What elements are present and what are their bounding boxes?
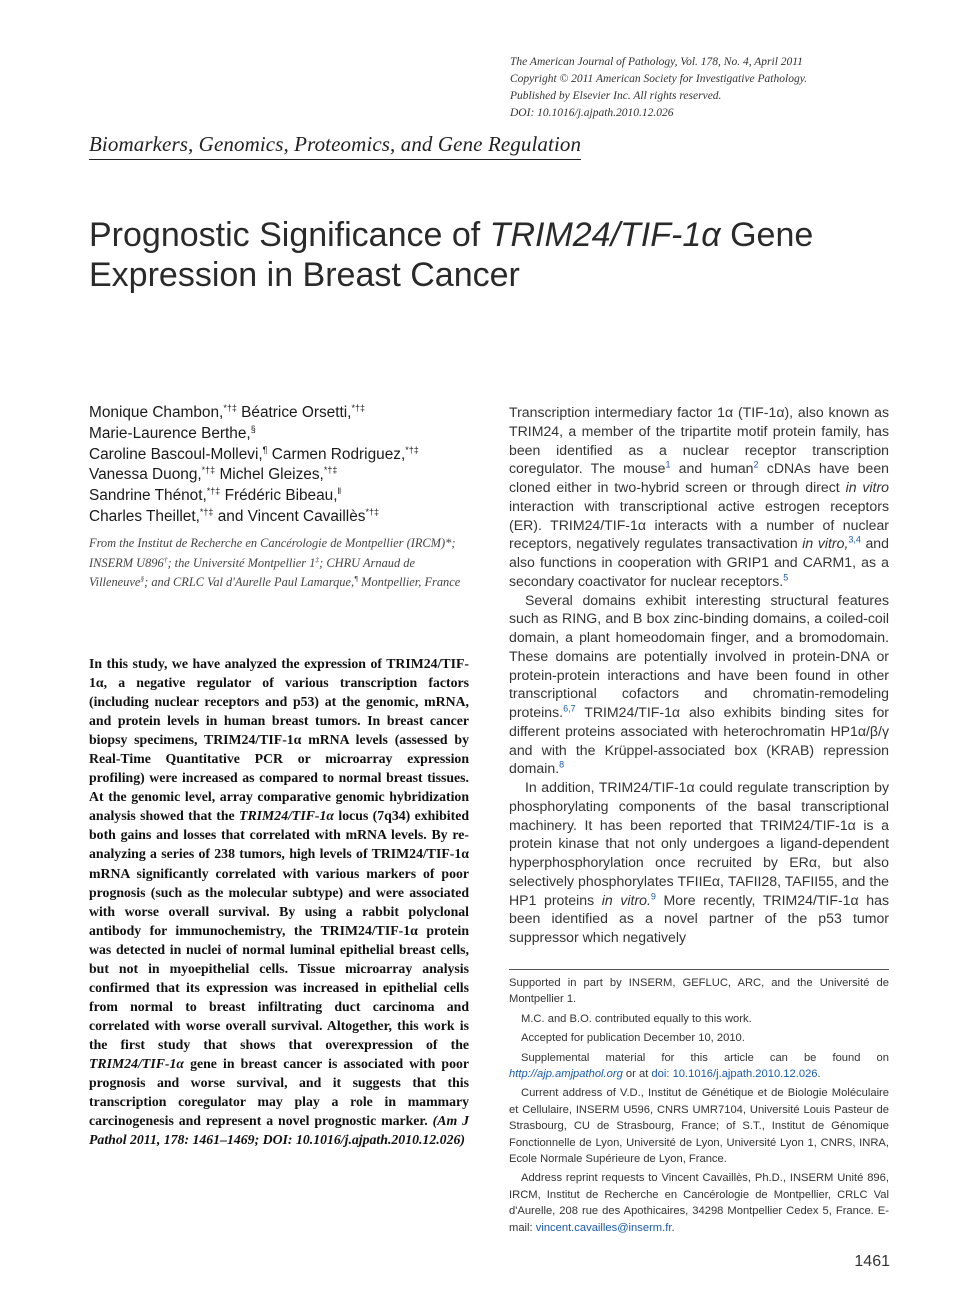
paragraph: In addition, TRIM24/TIF-1α could regulate transcription by phosphorylating components of the basal transcriptional machinery. It has been reported that TRIM24/TIF-1α is a protein kinase that not only undergoes a ligand-dependent hyperphosphorylation once recruited by ERα, but also selectively phosphorylates TFIIEα, TAFII28, TAFII55, and the HP1 proteins in vitro.$^9$ More recently, TRIM24/TIF-1α has been identified as a novel partner of the p53 tumor suppressor which negatively [509,779,889,945]
body-text [509,403,889,947]
title-part-2: Gene Expression in Breast Cancer [89,216,814,294]
author: Vanessa Duong,*†‡ [89,465,216,484]
author: Sandrine Thénot,*†‡ [89,486,221,505]
author: Charles Theillet,*†‡ [89,506,214,525]
acceptance-note: Accepted for publication December 10, 2010. [521,1032,745,1045]
reference-link[interactable]: 8 [559,759,565,770]
funding-note: Supported in part by INSERM, GEFLUC, ARC, and the Université de Montpellier 1. [509,977,889,1006]
supplemental-note: Supplemental material for this article can be found on http://ajp.amjpathol.org or at doi: 10.1016/j.ajpath.2010.12.026. [509,1051,889,1081]
title-part-1: Prognostic Significance of [89,216,490,254]
reference-link[interactable]: 1 [665,459,671,470]
title-gene-name: TRIM24/TIF-1α [489,216,721,254]
reference-link[interactable]: 9 [650,890,656,901]
abstract-citation: (Am J Pathol 2011, 178: 1461–1469; DOI: 10.1016/j.ajpath.2010.12.026) [89,1113,469,1148]
reference-link[interactable]: 2 [753,459,759,470]
author: and Vincent Cavaillès*†‡ [217,506,379,525]
author: Carmen Rodriguez,*†‡ [271,444,419,463]
reference-link[interactable]: 6,7 [563,703,576,714]
journal-volume-line: The American Journal of Pathology, Vol. 178, No. 4, April 2011 [510,56,803,68]
reference-link[interactable]: 5 [783,572,789,583]
footnote-divider [509,969,889,970]
current-address-note: Current address of V.D., Institut de Génétique et de Biologie Moléculaire et Cellulaire, INSERM U596, CNRS UMR7104, Université Louis Pasteur de Strasbourg, CU de Strasbourg, France; of S.T., Institut de Génomique Fonctionnelle de Lyon, Université de Lyon, Université Lyon 1, CNRS, INRA, Ecole Normale Supérieure de Lyon, France. [509,1087,889,1166]
reprint-address-note: Address reprint requests to Vincent Cavaillès, Ph.D., INSERM Unité 896, IRCM, Institut de Recherche en Cancérologie de Montpellier, CRLC Val d'Aurelle, 208 rue des Apothicaires, 34298 Montpellier Cedex 5, France. E-mail: vincent.cavailles@inserm.fr. [509,1172,889,1234]
doi-link[interactable]: doi: 10.1016/j.ajpath.2010.12.026 [651,1068,818,1081]
reference-link[interactable]: 3,4 [848,534,861,545]
contribution-note: M.C. and B.O. contributed equally to this work. [521,1012,752,1025]
author: Marie-Laurence Berthe,§ [89,423,256,442]
publisher-line: Published by Elsevier Inc. All rights reserved. [510,90,722,102]
author: Michel Gleizes,*†‡ [219,465,338,484]
journal-url-link[interactable]: http://ajp.amjpathol.org [509,1068,623,1081]
page-number: 1461 [854,1253,890,1270]
author: Monique Chambon,*†‡ [89,402,237,421]
author: Béatrice Orsetti,*†‡ [241,402,365,421]
article-title [89,215,909,295]
doi-line: DOI: 10.1016/j.ajpath.2010.12.026 [510,107,674,119]
email-link[interactable]: vincent.cavailles@inserm.fr [535,1221,672,1234]
author-list [89,403,479,528]
author: Caroline Bascoul-Mollevi,¶ [89,444,268,463]
journal-citation-block [510,54,910,122]
abstract: In this study, we have analyzed the expression of TRIM24/TIF-1α, a negative regulator of various transcription factors (including nuclear receptors and p53) at the genomic, mRNA, and protein levels in human breast tumors. In breast cancer biopsy specimens, TRIM24/TIF-1α mRNA levels (assessed by Real-Time Quantitative PCR or microarray expression profiling) were increased as compared to normal breast tissues. At the genomic level, array comparative genomic hybridization analysis showed that the TRIM24/TIF-1α locus (7q34) exhibited both gains and losses that correlated with mRNA levels. By re-analyzing a series of 238 tumors, high levels of TRIM24/TIF-1α mRNA significantly correlated with various markers of poor prognosis (such as the molecular subtype) and were associated with worse overall survival. By using a rabbit polyclonal antibody for immunochemistry, the TRIM24/TIF-1α protein was detected in nuclei of normal luminal epithelial breast cells, but not in myoepithelial cells. Tissue microarray analysis confirmed that its expression was increased in epithelial cells from normal to breast infiltrating duct carcinoma and correlated with worse overall survival. Altogether, this work is the first study that shows that overexpression of the TRIM24/TIF-1α gene in breast cancer is associated with poor prognosis and worse survival, and it suggests that this transcription coregulator may play a role in mammary carcinogenesis and represent a novel prognostic marker. (Am J Pathol 2011, 178: 1461–1469; DOI: 10.1016/j.ajpath.2010.12.026) [89,656,469,1148]
paragraph: Transcription intermediary factor 1α (TIF-1α), also known as TRIM24, a member of the tripartite motif protein family, has been identified as a nuclear receptor transcription coregulator. The mouse$^1$ and human$^2$ cDNAs have been cloned either in two-hybrid screen or through direct in vitro interaction with transcriptional active estrogen receptors (ER). TRIM24/TIF-1α interacts with a number of nuclear receptors, negatively regulates transactivation in vitro,$^{3,4}$ and also functions in cooperation with GRIP1 and CARM1, as a secondary coactivator for nuclear receptors.$^5$ [509,404,889,589]
author: Frédéric Bibeau,‖ [224,486,342,505]
affiliations: From the Institut de Recherche en Cancérologie de Montpellier (IRCM)*; INSERM U896†; the Université Montpellier 1‡; CHRU Arnaud de Villeneuve§; and CRLC Val d'Aurelle Paul Lamarque,¶ Montpellier, France [89,536,461,589]
copyright-line: Copyright © 2011 American Society for Investigative Pathology. [510,73,808,85]
footnotes [509,975,889,1239]
paragraph: Several domains exhibit interesting structural features such as RING, and B box zinc-binding domains, a coiled-coil domain, a plant homeodomain finger, and a bromodomain. These domains are potentially involved in protein-DNA or protein-protein interactions and have been found in other transcriptional cofactors and chromatin-remodeling proteins.$^{6,7}$ TRIM24/TIF-1α also exhibits binding sites for different proteins associated with heterochromatin HP1α/β/γ and with the Krüppel-associated box (KRAB) repression domain.$^8$ [509,591,889,777]
section-heading: Biomarkers, Genomics, Proteomics, and Gene Regulation [89,132,581,160]
